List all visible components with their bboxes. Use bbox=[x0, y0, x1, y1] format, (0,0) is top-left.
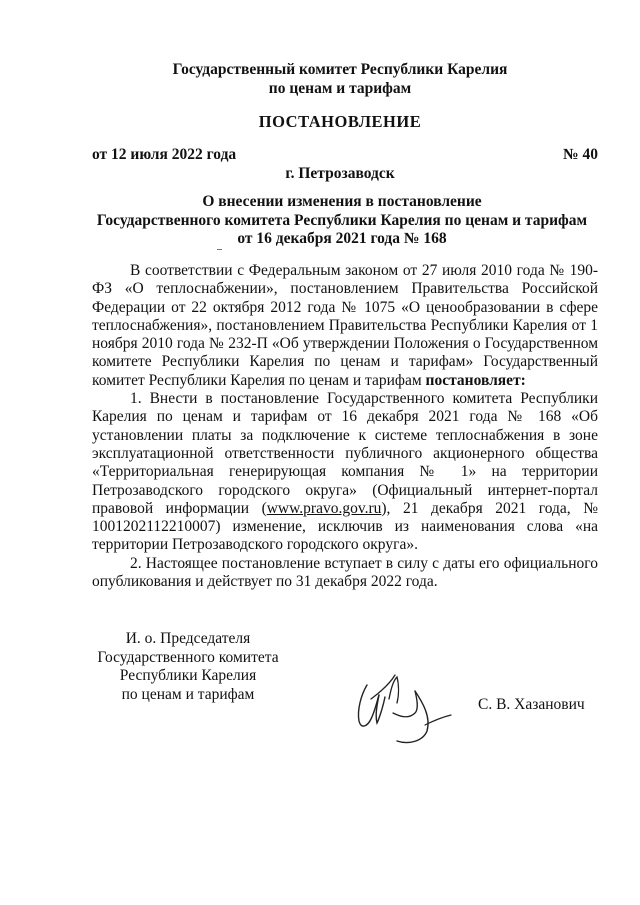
document-body bbox=[92, 262, 598, 591]
item-2-paragraph: 2. Настоящее постановление вступает в силу с даты его официального опубликования и действует по 31 декабря 2022 года. bbox=[92, 554, 598, 591]
scan-mark bbox=[217, 249, 222, 250]
document-number: № 40 bbox=[563, 146, 598, 163]
signatory-title-line-2: Государственного комитета bbox=[97, 648, 279, 666]
organization-name-line-2: по ценам и тарифам bbox=[268, 80, 412, 97]
pravo-portal-link[interactable]: www.pravo.gov.ru bbox=[266, 499, 382, 517]
item-1-text-part-2: ), 21 декабря 2021 года, № 1001202112210007) изменение, исключив из наименования слова «на территории Петрозаводского городского округа». bbox=[92, 499, 598, 554]
item-1-text-part-1: 1. Внести в постановление Государственного комитета Республики Карелия по ценам и тарифам от 16 декабря 2021 года № 168 «Об установлении платы за подключение к системе теплоснабжения в зоне эксплуатационной ответственности публичного акционерного общества «Территориальная генерирующая компания № 1» на территории Петрозаводского городского округа» (Официальный интернет-портал правовой информации ( bbox=[92, 390, 598, 517]
signatory-title-line-4: по ценам и тарифам bbox=[121, 685, 255, 703]
preamble-text: В соответствии с Федеральным законом от 27 июля 2010 года № 190-ФЗ «О теплоснабжении», постановлением Правительства Российской Федерации от 22 октября 2012 года № 1075 «О ценообразовании в сфере теплоснабжения», постановлением Правительства Республики Карелия от 1 ноября 2010 года № 232-П «Об утверждении Положения о Государственном комитете Республики Карелия по ценам и тарифам» Государственный комитет Республики Карелия по ценам и тарифам bbox=[92, 262, 598, 389]
document-type-title: ПОСТАНОВЛЕНИЕ bbox=[258, 112, 422, 131]
item-1-paragraph bbox=[92, 390, 598, 555]
subject-line-3: от 16 декабря 2021 года № 168 bbox=[237, 230, 447, 247]
issuing-organization bbox=[20, 60, 640, 98]
signatory-title bbox=[88, 630, 288, 704]
signatory-name: С. В. Хазанович bbox=[478, 696, 585, 713]
subject-line-2: Государственного комитета Республики Карелия по ценам и тарифам bbox=[96, 211, 588, 229]
signatory-title-line-1: И. о. Председателя bbox=[125, 630, 251, 647]
document-city: г. Петрозаводск bbox=[285, 165, 395, 182]
decree-word: постановляет: bbox=[425, 371, 526, 389]
document-date: от 12 июля 2022 года bbox=[92, 146, 237, 163]
document-subject bbox=[22, 193, 640, 249]
subject-line-1: О внесении изменения в постановление bbox=[202, 193, 482, 210]
organization-name-line-1: Государственный комитет Республики Карелия bbox=[172, 61, 508, 78]
signatory-title-line-3: Республики Карелия bbox=[119, 667, 257, 684]
preamble-paragraph bbox=[92, 262, 598, 390]
handwritten-signature bbox=[335, 655, 460, 750]
